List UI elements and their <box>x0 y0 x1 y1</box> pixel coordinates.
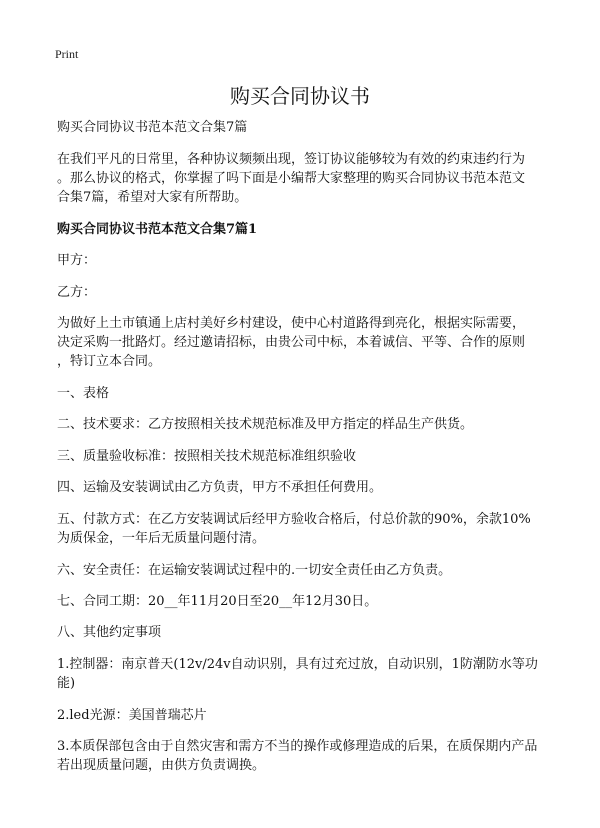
party-a: 甲方： <box>57 253 97 268</box>
print-link[interactable]: Print <box>55 47 79 61</box>
clause-6: 六、安全责任：在运输安装调试过程中的.一切安全责任由乙方负责。 <box>57 563 452 578</box>
clause-7: 七、合同工期：20__年11月20日至20__年12月30日。 <box>57 594 378 609</box>
section-heading: 购买合同协议书范本范文合集7篇1 <box>57 222 258 237</box>
item-2: 2.led光源：美国普瑞芯片 <box>57 708 207 723</box>
party-b: 乙方： <box>57 285 97 300</box>
clause-4: 四、运输及安装调试由乙方负责，甲方不承担任何费用。 <box>57 480 383 495</box>
intro-line-1: 在我们平凡的日常里，各种协议频频出现，签订协议能够较为有效的约束违约行为 <box>57 152 526 167</box>
intro-line-3: 合集7篇，希望对大家有所帮助。 <box>57 190 248 205</box>
clause-5-line-2: 为质保金，一年后无质量问题付清。 <box>57 531 266 546</box>
clause-2: 二、技术要求：乙方按照相关技术规范标准及甲方指定的样品生产供货。 <box>57 417 474 432</box>
clause-8: 八、其他约定事项 <box>57 625 162 640</box>
clause-1: 一、表格 <box>57 386 110 401</box>
item-1-line-2: 能) <box>57 676 76 691</box>
clause-3: 三、质量验收标准：按照相关技术规范标准组织验收 <box>57 449 357 464</box>
document-subtitle: 购买合同协议书范本范文合集7篇 <box>57 120 248 135</box>
clause-5-line-1: 五、付款方式：在乙方安装调试后经甲方验收合格后，付总价款的90%，余款10% <box>57 512 531 527</box>
intro-line-2: 。那么协议的格式，你掌握了吗下面是小编帮大家整理的购买合同协议书范本范文 <box>57 171 526 186</box>
item-3-line-1: 3.本质保部包含由于自然灾害和需方不当的操作或修理造成的后果，在质保期内产品 <box>57 739 538 754</box>
item-3-line-2: 若出现质量问题，由供方负责调换。 <box>57 758 266 773</box>
document-title: 购买合同协议书 <box>230 84 370 108</box>
item-1-line-1: 1.控制器：南京普天(12v/24v自动识别，具有过充过放，自动识别，1防潮防水等功 <box>57 657 538 672</box>
purpose-line-2: 决定采购一批路灯。经过邀请招标，由贵公司中标，本着诚信、平等、合作的原则 <box>57 335 526 350</box>
purpose-line-3: ，特订立本合同。 <box>57 354 162 369</box>
purpose-line-1: 为做好上土市镇通上店村美好乡村建设，使中心村道路得到亮化，根据实际需要， <box>57 316 526 331</box>
